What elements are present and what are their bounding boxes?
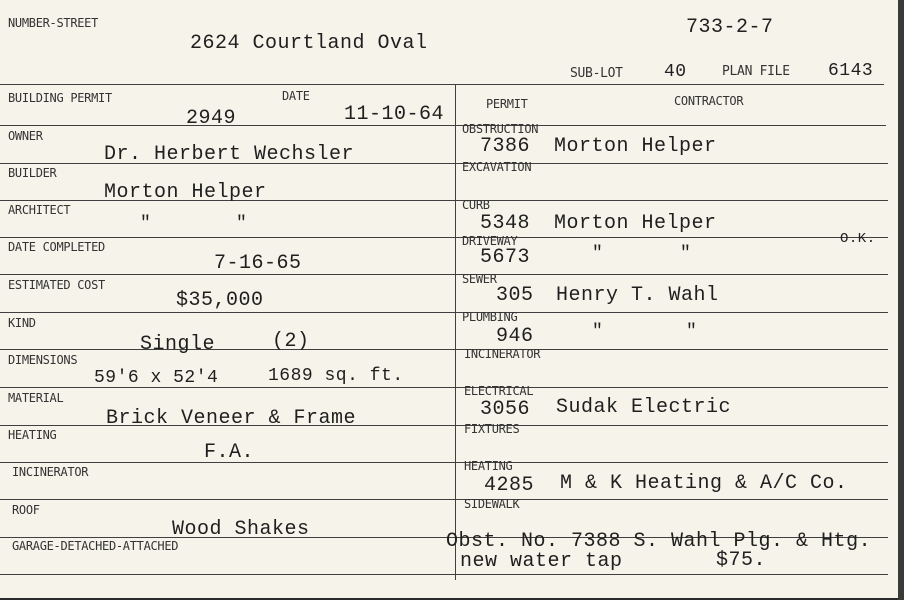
obstruction-label: OBSTRUCTION	[462, 122, 539, 136]
electrical-permit: 3056	[480, 398, 531, 421]
material-label: MATERIAL	[8, 391, 64, 405]
rule	[0, 237, 888, 238]
card-edge-shadow	[898, 0, 904, 600]
area: 1689 sq. ft.	[268, 366, 404, 386]
estimated-cost-label: ESTIMATED COST	[8, 278, 105, 292]
heating: F.A.	[204, 441, 255, 464]
heating-contractor: M & K Heating & A/C Co.	[560, 472, 848, 495]
permit-column-label: PERMIT	[486, 97, 528, 111]
address: 2624 Courtland Oval	[190, 32, 428, 55]
material: Brick Veneer & Frame	[106, 407, 357, 430]
rule	[0, 574, 888, 575]
plumbing-ditto: "	[686, 322, 698, 342]
sidewalk-label: SIDEWALK	[464, 497, 520, 511]
rule	[0, 312, 888, 313]
curb-label: CURB	[462, 198, 490, 212]
note-line-1: Obst. No. 7388 S. Wahl Plg. & Htg.	[446, 530, 872, 553]
roof-label: ROOF	[12, 503, 40, 517]
heating-label-right: HEATING	[464, 459, 513, 473]
curb-contractor: Morton Helper	[554, 212, 717, 235]
dimensions-label: DIMENSIONS	[8, 353, 78, 367]
rule	[0, 349, 888, 350]
plan-file-label: PLAN FILE	[722, 64, 790, 79]
sewer-permit: 305	[496, 284, 534, 307]
estimated-cost: $35,000	[176, 289, 264, 312]
building-permit-number: 2949	[186, 107, 237, 130]
sub-lot-label: SUB-LOT	[570, 66, 623, 81]
driveway-ditto: "	[592, 244, 604, 264]
plan-file: 6143	[828, 61, 874, 81]
driveway-ditto: "	[680, 244, 692, 264]
architect-label: ARCHITECT	[8, 203, 71, 217]
plumbing-label: PLUMBING	[462, 310, 518, 324]
rule	[0, 462, 888, 463]
permit-date: 11-10-64	[344, 103, 445, 126]
note-amount: $75.	[716, 549, 767, 572]
roof: Wood Shakes	[172, 518, 310, 541]
date-completed: 7-16-65	[214, 252, 302, 275]
number-street-label: NUMBER-STREET	[8, 16, 99, 30]
driveway-status: O.K.	[840, 231, 876, 247]
owner-label: OWNER	[8, 129, 43, 143]
obstruction-contractor: Morton Helper	[554, 135, 717, 158]
card-id: 733-2-7	[686, 16, 774, 39]
obstruction-permit: 7386	[480, 135, 531, 158]
building-permit-label: BUILDING PERMIT	[8, 91, 112, 105]
date-completed-label: DATE COMPLETED	[8, 240, 105, 254]
date-label: DATE	[282, 89, 310, 103]
builder: Morton Helper	[104, 181, 267, 204]
rule	[0, 274, 888, 275]
kind-label: KIND	[8, 316, 36, 330]
driveway-label: DRIVEWAY	[462, 234, 518, 248]
driveway-permit: 5673	[480, 246, 531, 269]
sub-lot: 40	[664, 62, 687, 82]
fixtures-label: FIXTURES	[464, 422, 520, 436]
rule	[0, 499, 888, 500]
owner: Dr. Herbert Wechsler	[104, 143, 355, 166]
dimensions: 59'6 x 52'4	[94, 368, 219, 388]
note-line-2: new water tap	[460, 550, 623, 573]
excavation-label: EXCAVATION	[462, 160, 532, 174]
incinerator-label: INCINERATOR	[12, 465, 89, 479]
rule	[0, 84, 884, 85]
sewer-label: SEWER	[462, 272, 497, 286]
electrical-contractor: Sudak Electric	[556, 396, 732, 419]
incinerator-label-right: INCINERATOR	[464, 347, 541, 361]
sewer-contractor: Henry T. Wahl	[556, 284, 719, 307]
curb-permit: 5348	[480, 212, 531, 235]
kind-units: (2)	[272, 330, 310, 353]
heating-label: HEATING	[8, 428, 57, 442]
builder-label: BUILDER	[8, 166, 57, 180]
plumbing-permit: 946	[496, 325, 534, 348]
column-divider	[455, 84, 456, 580]
architect-ditto: "	[236, 214, 248, 234]
kind: Single	[140, 333, 216, 356]
electrical-label: ELECTRICAL	[464, 384, 534, 398]
heating-permit: 4285	[484, 474, 535, 497]
contractor-column-label: CONTRACTOR	[674, 94, 744, 108]
plumbing-ditto: "	[592, 322, 604, 342]
garage-label: GARAGE-DETACHED-ATTACHED	[12, 539, 179, 553]
architect-ditto: "	[140, 214, 152, 234]
